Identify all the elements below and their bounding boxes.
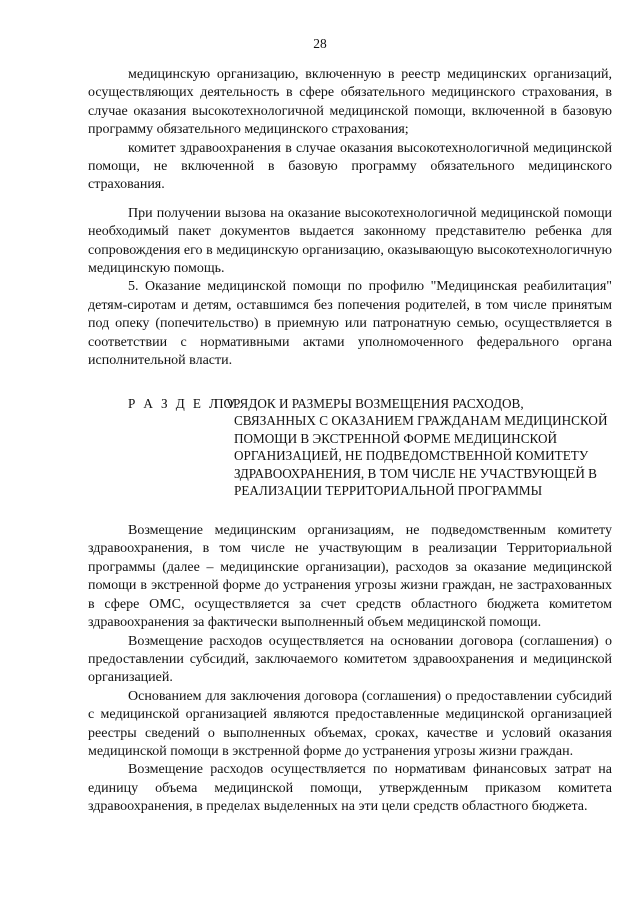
paragraph-reimbursement-basis: Возмещение расходов осуществляется на основании договора (соглашения) о предоставлении субсидий, заключаемого комитетом здравоохранения и медицинской организацией. <box>88 633 612 686</box>
page-number: 28 <box>313 36 327 51</box>
section-title-rest: СВЯЗАННЫХ С ОКАЗАНИЕМ ГРАЖДАНАМ МЕДИЦИНСКОЙ ПОМОЩИ В ЭКСТРЕННОЙ ФОРМЕ МЕДИЦИНСКОЙ ОРГАНИЗАЦИЕЙ, НЕ ПОДВЕДОМСТВЕННОЙ КОМИТЕТУ ЗДРАВООХРАНЕНИЯ, В ТОМ ЧИСЛЕ НЕ УЧАСТВУЮЩЕЙ В РЕАЛИЗАЦИИ ТЕРРИТОРИАЛЬНОЙ ПРОГРАММЫ <box>234 413 608 499</box>
paragraph-reimbursement-intro: Возмещение медицинским организациям, не подведомственным комитету здравоохранения, в том числе не участвующим в реализации Территориальной программы (далее – медицинские организации), расходов за оказание медицинской помощи в экстренной форме до устранения угрозы жизни граждан, не застрахованных в сфере ОМС, осуществляется за счет средств областного бюджета комитетом здравоохранения за фактически выполненный объем медицинской помощи. <box>88 523 612 631</box>
paragraph-medical-organization: медицинскую организацию, включенную в реестр медицинских организаций, осуществляющих деятельность в сфере обязательного медицинского страхования, в случае оказания высокотехнологичной медицинской помощи, включенной в базовую программу обязательного медицинского страхования; <box>88 67 612 138</box>
section-title-first-line: ПОРЯДОК И РАЗМЕРЫ ВОЗМЕЩЕНИЯ РАСХОДОВ, <box>214 395 524 411</box>
paragraph-reimbursement-standards: Возмещение расходов осуществляется по нормативам финансовых затрат на единицу объема медицинской помощи, утвержденным приказом комитета здравоохранения, в пределах выделенных на эти цели средств областного бюджета. <box>88 762 612 815</box>
paragraph-health-committee: комитет здравоохранения в случае оказания высокотехнологичной медицинской помощи, не включенной в базовую программу обязательного медицинского страхования. <box>88 140 612 193</box>
paragraph-agreement-grounds: Основанием для заключения договора (соглашения) о предоставлении субсидий с медицинской организацией являются предоставленные медицинской организацией реестры сведений о выполненных объемах, сроках, качестве и условий оказания медицинской помощи в экстренной форме до устранения угрозы жизни граждан. <box>88 688 612 759</box>
paragraph-rehabilitation: 5. Оказание медицинской помощи по профилю "Медицинская реабилитация" детям-сиротам и детям, оставшимся без попечения родителей, в том числе принятым под опеку (попечительство) в приемную или патронатную семью, осуществляется в соответствии с нормативными актами уполномоченного федерального органа исполнительной власти. <box>88 279 612 369</box>
section-heading <box>88 395 612 501</box>
paragraph-documents-package: При получении вызова на оказание высокотехнологичной медицинской помощи необходимый пакет документов выдается законному представителю ребенка для сопровождения его в медицинскую организацию, оказывающую высокотехнологичную медицинскую помощь. <box>88 205 612 277</box>
document-body <box>88 66 612 817</box>
section-title <box>208 395 612 501</box>
section-label: Р А З Д Е Л V. <box>128 395 242 411</box>
